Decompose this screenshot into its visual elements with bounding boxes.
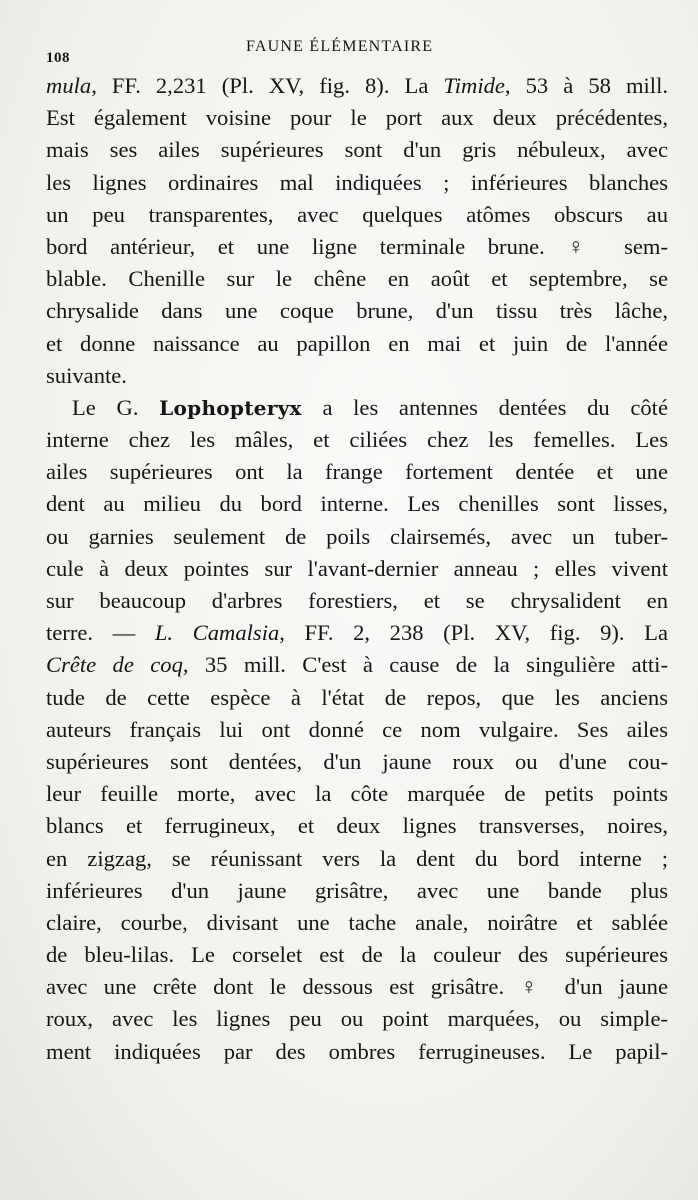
running-title: FAUNE ÉLÉMENTAIRE	[246, 38, 434, 55]
body-text	[46, 70, 668, 1068]
text-line: avec une crête dont le dessous est grisâtre. ♀ d'un jaune	[46, 974, 668, 1000]
text-line: chrysalide dans une coque brune, d'un tissu très lâche,	[46, 298, 668, 324]
text-line: mais ses ailes supérieures sont d'un gris nébuleux, avec	[46, 137, 668, 163]
text-line: dent au milieu du bord interne. Les chenilles sont lisses,	[46, 491, 668, 517]
text-line: interne chez les mâles, et ciliées chez les femelles. Les	[46, 427, 668, 453]
text-line: de bleu-lilas. Le corselet est de la couleur des supérieures	[46, 942, 668, 968]
text-line: en zigzag, se réunissant vers la dent du bord interne ;	[46, 845, 668, 871]
text-line: cule à deux pointes sur l'avant-dernier anneau ; elles vivent	[46, 555, 668, 581]
text-line: blable. Chenille sur le chêne en août et septembre, se	[46, 266, 668, 292]
text-line: blancs et ferrugineux, et deux lignes transverses, noires,	[46, 813, 668, 839]
text-line: auteurs français lui ont donné ce nom vulgaire. Ses ailes	[46, 716, 668, 742]
text-line: claire, courbe, divisant une tache anale, noirâtre et sablée	[46, 909, 668, 935]
text-line: suivante.	[46, 362, 127, 388]
text-line: tude de cette espèce à l'état de repos, que les anciens	[46, 684, 668, 710]
text-line: roux, avec les lignes peu ou point marquées, ou simple-	[46, 1006, 668, 1032]
text-line: bord antérieur, et une ligne terminale brune. ♀ sem-	[46, 233, 668, 259]
italic-species: mula	[46, 73, 92, 98]
text-line: mula, FF. 2,231 (Pl. XV, fig. 8). La Timide, 53 à 58 mill.	[46, 73, 669, 98]
text-line: ment indiquées par des ombres ferrugineuses. Le papil-	[46, 1038, 668, 1064]
text-line: Crête de coq, 35 mill. C'est à cause de la singulière atti-	[46, 652, 668, 678]
genus-name: Lophopteryx	[159, 395, 302, 420]
italic-common-name: Timide	[443, 73, 505, 98]
text-line: leur feuille morte, avec la côte marquée de petits points	[46, 781, 668, 807]
page-number: 108	[46, 50, 70, 66]
page-header	[46, 38, 664, 66]
italic-common-name: Crête de coq	[46, 652, 183, 678]
text-line: et donne naissance au papillon en mai et juin de l'année	[46, 330, 668, 356]
text-line: ailes supérieures ont la frange fortement dentée et une	[46, 459, 668, 485]
text-line: supérieures sont dentées, d'un jaune roux ou d'une cou-	[46, 748, 668, 774]
text-line: terre. — L. Camalsia, FF. 2, 238 (Pl. XV, fig. 9). La	[46, 620, 669, 646]
italic-species: L. Camalsia	[154, 620, 280, 646]
text-line: Est également voisine pour le port aux deux précédentes,	[46, 105, 668, 131]
text-line: les lignes ordinaires mal indiquées ; inférieures blanches	[46, 169, 668, 195]
text-line: un peu transparentes, avec quelques atômes obscurs au	[46, 201, 668, 227]
text-line: sur beaucoup d'arbres forestiers, et se chrysalident en	[46, 588, 668, 613]
text-line: inférieures d'un jaune grisâtre, avec une bande plus	[46, 877, 668, 903]
text-line: ou garnies seulement de poils clairsemés, avec un tuber-	[46, 523, 668, 549]
text-line: Le G. Lophopteryx a les antennes dentées du côté	[72, 394, 668, 420]
